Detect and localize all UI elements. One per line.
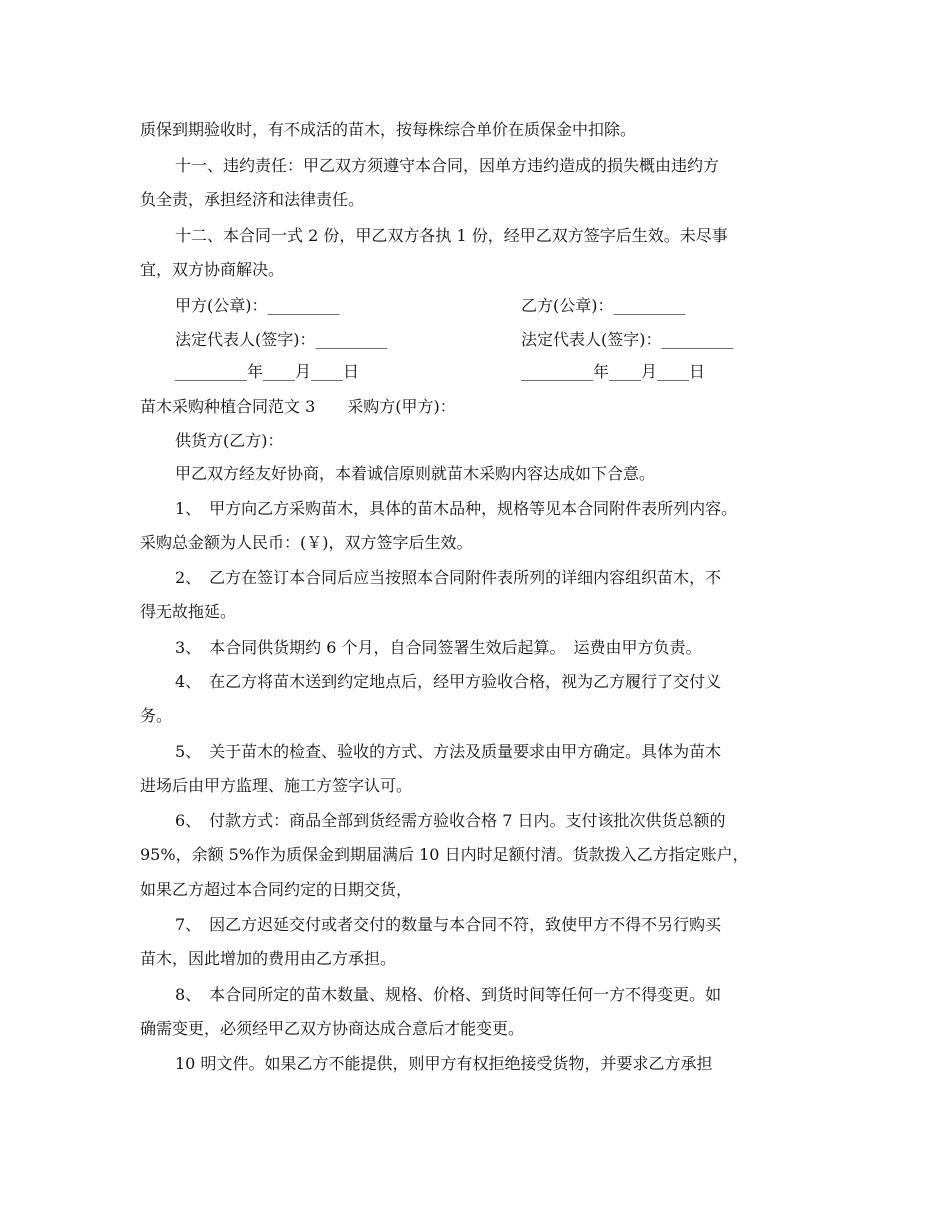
text-line: 确需变更，必须经甲乙双方协商达成合意后才能变更。	[140, 1019, 525, 1038]
text-line: 得无故拖延。	[140, 602, 237, 621]
text-line: 甲乙双方经友好协商，本着诚信原则就苗木采购内容达成如下合意。	[175, 464, 656, 483]
text-line: 7、 因乙方迟延交付或者交付的数量与本合同不符，致使甲方不得不另行购买	[175, 915, 722, 934]
text-line: 进场后由甲方监理、施工方签字认可。	[140, 776, 413, 795]
text-line: 质保到期验收时，有不成活的苗木，按每株综合单价在质保金中扣除。	[140, 120, 637, 139]
text-line: 6、 付款方式：商品全部到货经需方验收合格 7 日内。支付该批次供货总额的	[175, 811, 726, 830]
text-line: 2、 乙方在签订本合同后应当按照本合同附件表所列的详细内容组织苗木，不	[175, 568, 722, 587]
text-line: 4、 在乙方将苗木送到约定地点后，经甲方验收合格，视为乙方履行了交付义	[175, 672, 722, 691]
text-line: 十二、本合同一式 2 份，甲乙双方各执 1 份，经甲乙双方签字后生效。未尽事	[175, 226, 728, 245]
party-b-date: _________年____月____日	[521, 362, 706, 381]
party-b-representative: 法定代表人(签字)：_________	[521, 330, 734, 349]
text-line: 宜，双方协商解决。	[140, 260, 285, 279]
text-line: 1、 甲方向乙方采购苗木，具体的苗木品种，规格等见本合同附件表所列内容。	[175, 499, 738, 518]
text-line: 苗木，因此增加的费用由乙方承担。	[140, 949, 397, 968]
text-line: 3、 本合同供货期约 6 个月，自合同签署生效后起算。 运费由甲方负责。	[175, 638, 702, 657]
text-line: 供货方(乙方)：	[175, 431, 284, 450]
party-a-representative: 法定代表人(签字)：_________	[175, 330, 388, 349]
text-line: 采购总金额为人民币：(￥)，双方签字后生效。	[140, 533, 473, 552]
party-a-date: _________年____月____日	[175, 362, 360, 381]
party-a-seal: 甲方(公章)：_________	[175, 296, 340, 315]
text-line: 如果乙方超过本合同约定的日期交货，	[140, 880, 413, 899]
text-line: 95%，余额 5%作为质保金到期届满后 10 日内时足额付清。货款拨入乙方指定账户，	[140, 845, 749, 864]
text-line: 务。	[140, 706, 173, 725]
section-heading: 苗木采购种植合同范文 3 采购方(甲方)：	[140, 397, 456, 416]
text-line: 5、 关于苗木的检查、验收的方式、方法及质量要求由甲方确定。具体为苗木	[175, 742, 722, 761]
party-b-seal: 乙方(公章)：_________	[521, 296, 686, 315]
text-line: 8、 本合同所定的苗木数量、规格、价格、到货时间等任何一方不得变更。如	[175, 985, 722, 1004]
text-line: 负全责，承担经济和法律责任。	[140, 190, 365, 209]
text-line: 十一、违约责任：甲乙双方须遵守本合同，因单方违约造成的损失概由违约方	[175, 156, 720, 175]
text-line: 10 明文件。如果乙方不能提供，则甲方有权拒绝接受货物，并要求乙方承担	[175, 1054, 713, 1073]
